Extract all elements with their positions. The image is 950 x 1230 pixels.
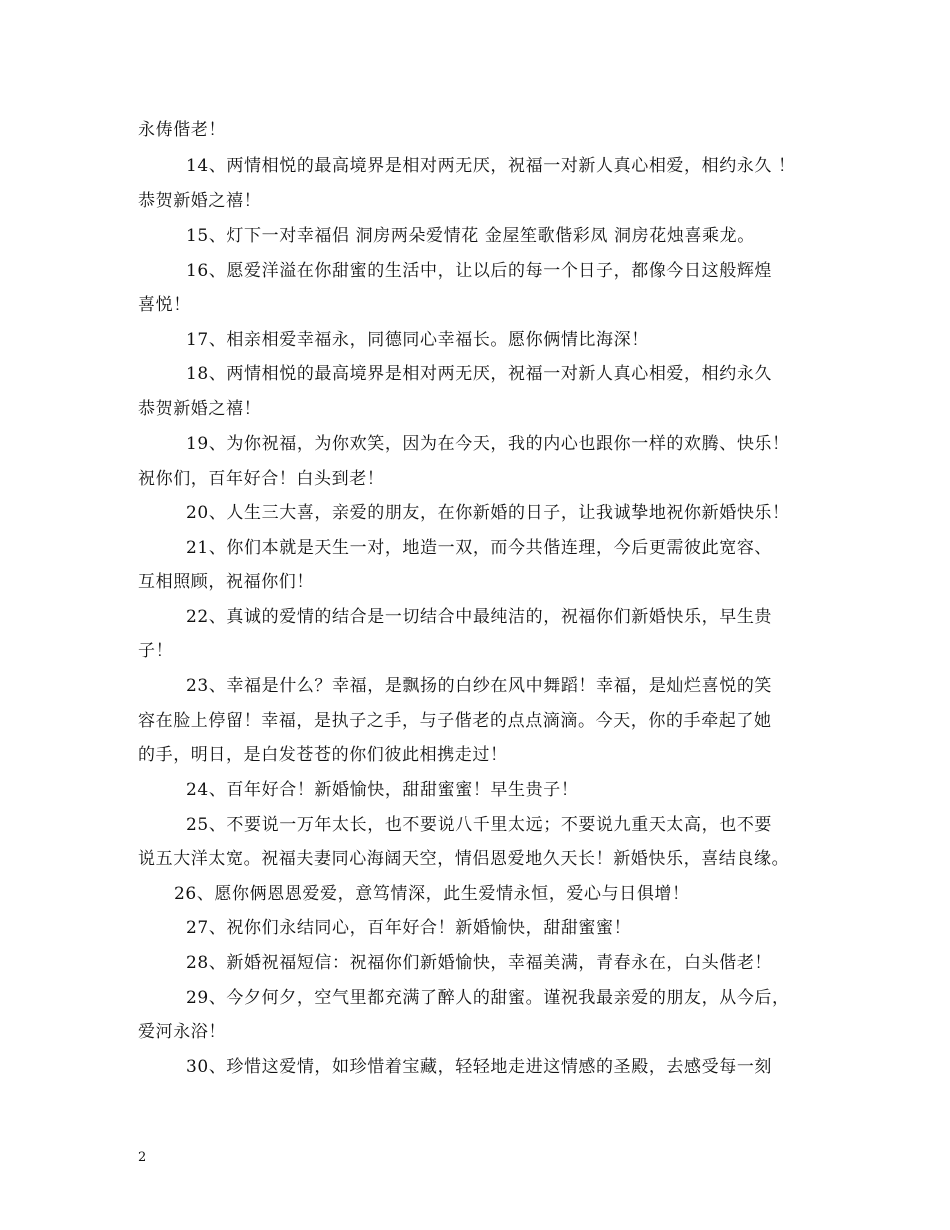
text-line: 18、两情相悦的最高境界是相对两无厌，祝福一对新人真心相爱，相约永久 xyxy=(186,364,773,384)
text-line: 子！ xyxy=(138,641,174,661)
text-line: 互相照顾，祝福你们！ xyxy=(138,572,314,592)
text-line: 永俦偕老！ xyxy=(138,120,226,140)
text-line: 30、珍惜这爱情，如珍惜着宝藏，轻轻地走进这情感的圣殿，去感受每一刻 xyxy=(186,1057,773,1077)
text-line: 爱河永浴！ xyxy=(138,1022,226,1042)
text-line: 17、相亲相爱幸福永，同德同心幸福长。愿你俩情比海深！ xyxy=(186,330,649,350)
text-line: 19、为你祝福，为你欢笑，因为在今天，我的内心也跟你一样的欢腾、快乐！ xyxy=(186,434,790,454)
text-line: 15、灯下一对幸福侣 洞房两朵爱情花 金屋笙歌偕彩凤 洞房花烛喜乘龙。 xyxy=(186,226,755,246)
text-line: 23、幸福是什么？幸福，是飘扬的白纱在风中舞蹈！幸福，是灿烂喜悦的笑 xyxy=(186,676,773,696)
text-line: 14、两情相悦的最高境界是相对两无厌，祝福一对新人真心相爱，相约永久 ！ xyxy=(186,156,796,176)
text-line: 16、愿爱洋溢在你甜蜜的生活中，让以后的每一个日子，都像今日这般辉煌 xyxy=(186,261,773,281)
text-line: 喜悦！ xyxy=(138,295,191,315)
text-line: 27、祝你们永结同心，百年好合！新婚愉快，甜甜蜜蜜！ xyxy=(186,918,632,938)
text-line: 26、愿你俩恩恩爱爱，意笃情深，此生爱情永恒，爱心与日俱增！ xyxy=(174,884,690,904)
text-line: 20、人生三大喜，亲爱的朋友，在你新婚的日子，让我诚挚地祝你新婚快乐！ xyxy=(186,503,790,523)
text-line: 28、新婚祝福短信：祝福你们新婚愉快，幸福美满，青春永在，白头偕老！ xyxy=(186,953,773,973)
page-number: 2 xyxy=(138,1150,147,1165)
text-line: 说五大洋太宽。祝福夫妻同心海阔天空，情侣恩爱地久天长！新婚快乐，喜结良缘。 xyxy=(138,849,790,869)
text-line: 24、百年好合！新婚愉快，甜甜蜜蜜！早生贵子！ xyxy=(186,780,579,800)
text-line: 25、不要说一万年太长，也不要说八千里太远；不要说九重天太高，也不要 xyxy=(186,815,773,835)
text-line: 21、你们本就是天生一对，地造一双，而今共偕连理，今后更需彼此宽容、 xyxy=(186,538,773,558)
text-line: 祝你们，百年好合！白头到老！ xyxy=(138,469,385,489)
text-line: 的手，明日，是白发苍苍的你们彼此相携走过！ xyxy=(138,745,508,765)
text-line: 容在脸上停留！幸福，是执子之手，与子偕老的点点滴滴。今天，你的手牵起了她 xyxy=(138,711,772,731)
text-line: 恭贺新婚之禧！ xyxy=(138,191,262,211)
text-line: 29、今夕何夕，空气里都充满了醉人的甜蜜。谨祝我最亲爱的朋友，从今后， xyxy=(186,988,790,1008)
text-line: 22、真诚的爱情的结合是一切结合中最纯洁的，祝福你们新婚快乐，早生贵 xyxy=(186,607,773,627)
text-line: 恭贺新婚之禧！ xyxy=(138,399,262,419)
